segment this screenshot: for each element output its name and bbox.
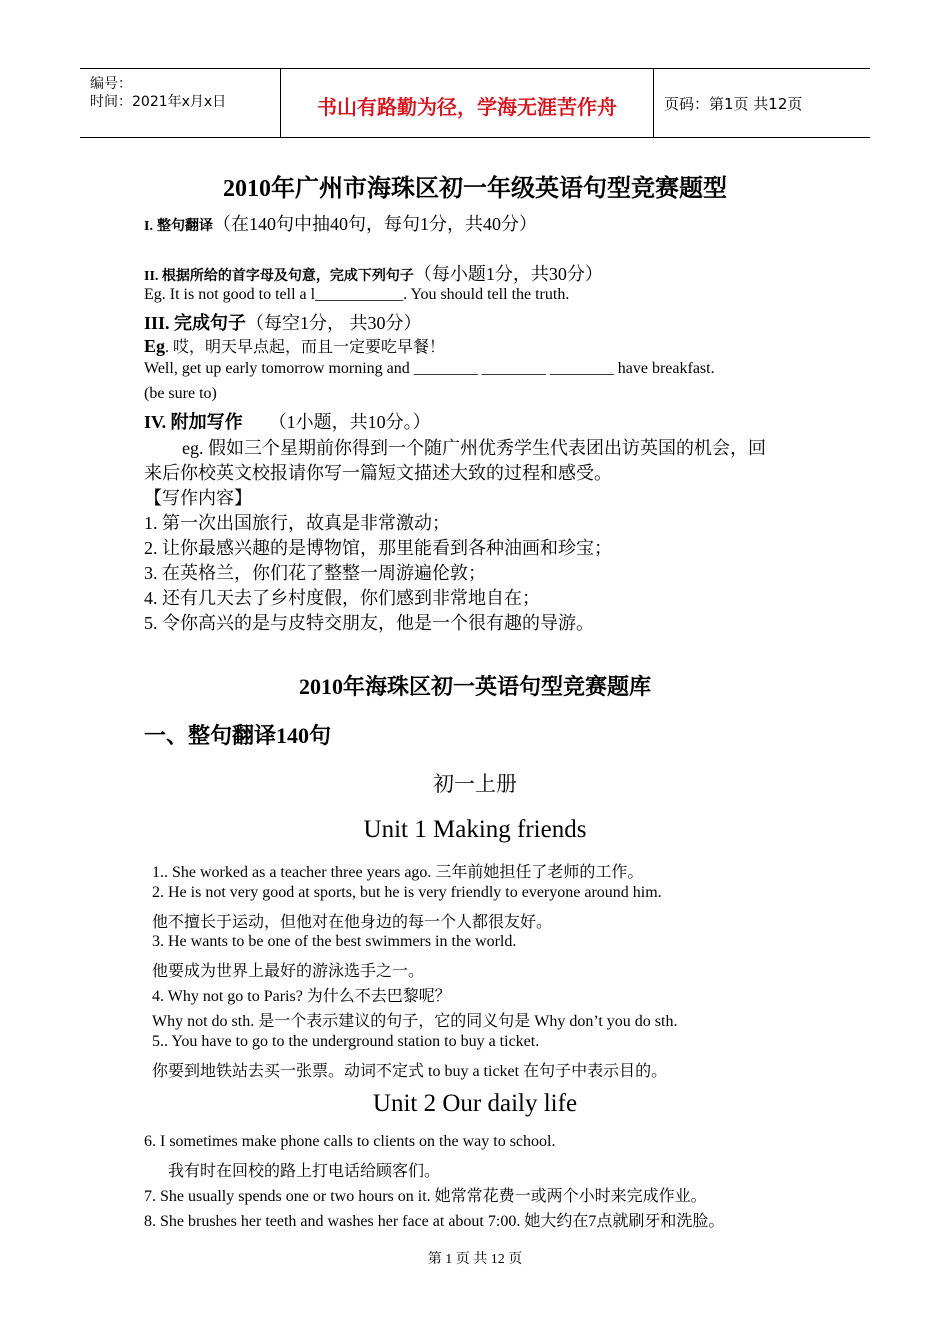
section-3-example-en: Well, get up early tomorrow morning and ________ ________ ________ have breakfast. [144, 360, 715, 377]
section-3-example [144, 334, 445, 357]
writing-content-label: 【写作内容】 [144, 488, 252, 508]
section-1 [144, 210, 537, 236]
unit-1-line: 他不擅长于运动，但他对在他身边的每一个人都很友好。 [152, 914, 553, 931]
section-4-detail: （1小题，共10分。） [268, 412, 431, 432]
page-footer: 第 1 页 共 12 页 [427, 1252, 523, 1267]
unit-2-line: 7. She usually spends one or two hours on it. 她常常花费一或两个小时来完成作业。 [144, 1188, 707, 1205]
header-motto-cell [281, 69, 654, 137]
unit-1-line: 5.. You have to go to the underground station to buy a ticket. [152, 1033, 540, 1050]
document-title: 2010年广州市海珠区初一年级英语句型竞赛题型 [223, 176, 727, 202]
unit-2-title: Unit 2 Our daily life [372, 1090, 578, 1117]
section-3-hint: (be sure to) [144, 385, 217, 402]
unit-1-line: 你要到地铁站去买一张票。动词不定式 to buy a ticket 在句子中表示目的。 [152, 1063, 668, 1080]
section-1-label: I. [144, 219, 153, 234]
bank-section-heading: 一、整句翻译140句 [144, 723, 332, 748]
section-3-example-label: Eg [144, 336, 166, 356]
header-meta-cell [80, 69, 281, 137]
unit-2-line: 我有时在回校的路上打电话给顾客们。 [168, 1163, 441, 1180]
writing-item: 1. 第一次出国旅行，故真是非常激动； [144, 513, 450, 533]
unit-1-line: Why not do sth. 是一个表示建议的句子，它的同义句是 Why don’t you do sth. [152, 1013, 678, 1030]
number-label: 编号： [90, 76, 132, 92]
unit-1-line: 1.. She worked as a teacher three years ago. 三年前她担任了老师的工作。 [152, 864, 644, 881]
writing-prompt-line-1: eg. 假如三个星期前你得到一个随广州优秀学生代表团出访英国的机会，回 [182, 438, 766, 458]
section-2-example: Eg. It is not good to tell a l___________. You should tell the truth. [144, 286, 570, 303]
unit-1-line: 3. He wants to be one of the best swimmers in the world. [152, 933, 517, 950]
section-1-detail: （在140句中抽40句，每句1分，共40分） [212, 214, 537, 234]
section-2-name: II. 根据所给的首字母及句意，完成下列句子 [144, 269, 414, 284]
section-4-name: IV. 附加写作 [144, 412, 243, 432]
page-header [80, 68, 870, 138]
question-bank-title: 2010年海珠区初一英语句型竞赛题库 [298, 674, 651, 699]
section-3-detail: （每空1分， 共30分） [246, 313, 422, 333]
section-3-name: III. 完成句子 [144, 313, 247, 333]
unit-1-title: Unit 1 Making friends [363, 816, 587, 843]
section-1-name: 整句翻译 [156, 219, 213, 234]
section-2 [144, 260, 603, 286]
writing-prompt-line-2: 来后你校英文校报请你写一篇短文描述大致的过程和感受。 [144, 463, 612, 483]
unit-2-line: 6. I sometimes make phone calls to clients on the way to school. [144, 1133, 556, 1150]
writing-item: 2. 让你最感兴趣的是博物馆，那里能看到各种油画和珍宝； [144, 538, 612, 558]
unit-1-line: 他要成为世界上最好的游泳选手之一。 [152, 963, 425, 980]
book-heading: 初一上册 [433, 772, 517, 796]
unit-2-line: 8. She brushes her teeth and washes her face at about 7:00. 她大约在7点就刷牙和洗脸。 [144, 1213, 725, 1230]
section-3 [144, 309, 422, 335]
writing-item: 4. 还有几天去了乡村度假，你们感到非常地自在； [144, 588, 540, 608]
section-3-example-cn: . 哎，明天早点起，而且一定要吃早餐！ [165, 339, 446, 356]
time-label: 时间：2021年x月x日 [90, 94, 227, 110]
header-page-cell [654, 69, 870, 137]
section-2-detail: （每小题1分，共30分） [413, 264, 603, 284]
writing-item: 5. 令你高兴的是与皮特交朋友，他是一个很有趣的导游。 [144, 613, 594, 633]
unit-1-line: 2. He is not very good at sports, but he is very friendly to everyone around him. [152, 884, 662, 901]
writing-item: 3. 在英格兰，你们花了整整一周游遍伦敦； [144, 563, 486, 583]
unit-1-line: 4. Why not go to Paris? 为什么不去巴黎呢？ [152, 988, 451, 1005]
section-4 [144, 408, 431, 434]
motto: 书山有路勤为径，学海无涯苦作舟 [317, 95, 617, 119]
page-info: 页码：第1页 共12页 [664, 95, 803, 113]
